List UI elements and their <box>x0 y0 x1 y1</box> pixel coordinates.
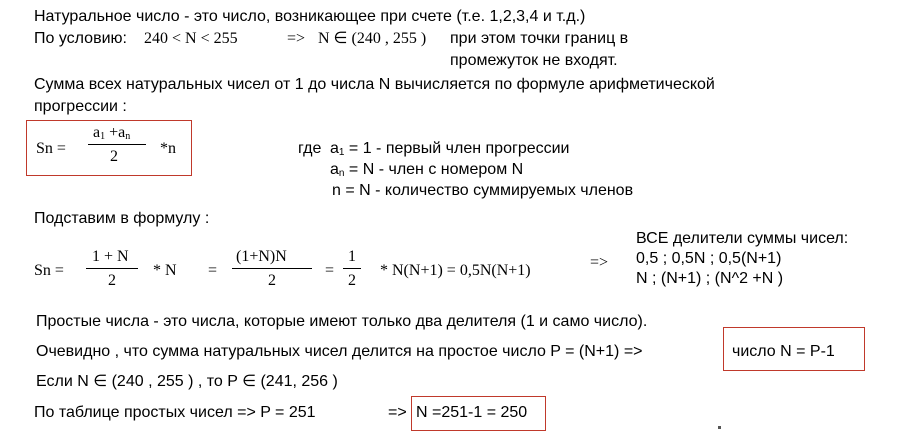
where-label: где <box>298 140 322 157</box>
prime-definition: Простые числа - это числа, которые имеют только два делителя (1 и само число). <box>36 313 648 330</box>
calc-mul-n: * N <box>153 262 177 279</box>
calc-f1-denominator: 2 <box>108 272 116 289</box>
sn-fraction-bar <box>88 144 146 145</box>
calc-sn: Sn = <box>34 262 64 279</box>
substitute-label: Подставим в формулу : <box>34 210 210 227</box>
n-equals-p-minus-1: число N = P-1 <box>732 343 835 360</box>
where-n: n = N - количество суммируемых членов <box>332 182 634 199</box>
calc-f3-bar <box>343 268 361 269</box>
boundary-note: при этом точки границ в <box>450 30 629 47</box>
calc-arrow: => <box>590 254 609 271</box>
calc-f3-denominator: 2 <box>348 272 356 289</box>
calc-f2-bar <box>232 268 312 269</box>
calc-f2-numerator: (1+N)N <box>236 248 287 265</box>
sn-denominator: 2 <box>110 148 118 165</box>
divisors-title: ВСЕ делители суммы чисел: <box>636 230 849 247</box>
where-an: $a_n = N$ - член с номером N <box>330 161 524 179</box>
calc-f1-numerator: 1 + N <box>92 248 129 265</box>
divisors-row1: 0,5 ; 0,5N ; 0,5(N+1) <box>636 250 782 267</box>
sn-multiplier: *n <box>160 140 176 157</box>
calc-result: * N(N+1) = 0,5N(N+1) <box>380 262 531 279</box>
sum-description-cont: прогрессии : <box>34 98 127 115</box>
condition-label: По условию: <box>34 30 127 47</box>
calc-eq-3: = <box>325 262 335 279</box>
implies-arrow: => <box>287 30 306 47</box>
calc-eq-2: = <box>208 262 218 279</box>
range-implication: Если N ∈ (240 , 255 ) , то P ∈ (241, 256 ) <box>36 373 338 390</box>
calc-f2-denominator: 2 <box>268 272 276 289</box>
final-arrow: => <box>388 404 407 421</box>
stray-dot <box>718 426 721 429</box>
condition-set: N ∈ (240 , 255 ) <box>318 30 427 47</box>
condition-inequality: 240 < N < 255 <box>144 30 238 47</box>
definition-natural-number: Натуральное число - это число, возникающее при счете (т.е. 1,2,3,4 и т.д.) <box>34 8 586 25</box>
calc-f1-bar <box>86 268 138 269</box>
where-a1: $a_1 = 1$ - первый член прогрессии <box>330 140 570 158</box>
sn-numerator: $a_1 +a_n$ <box>93 124 131 142</box>
obvious-statement: Очевидно , что сумма натуральных чисел делится на простое число P = (N+1) => <box>36 343 643 360</box>
prime-table-lookup: По таблице простых чисел => P = 251 <box>34 404 316 421</box>
calc-f3-numerator: 1 <box>348 248 356 265</box>
sum-description: Сумма всех натуральных чисел от 1 до числа N вычисляется по формуле арифметической <box>34 76 715 93</box>
boundary-note-cont: промежуток не входят. <box>450 52 618 69</box>
final-answer: N =251-1 = 250 <box>416 404 528 421</box>
divisors-row2: N ; (N+1) ; (N^2 +N ) <box>636 270 784 287</box>
sn-lhs: Sn = <box>36 140 66 157</box>
